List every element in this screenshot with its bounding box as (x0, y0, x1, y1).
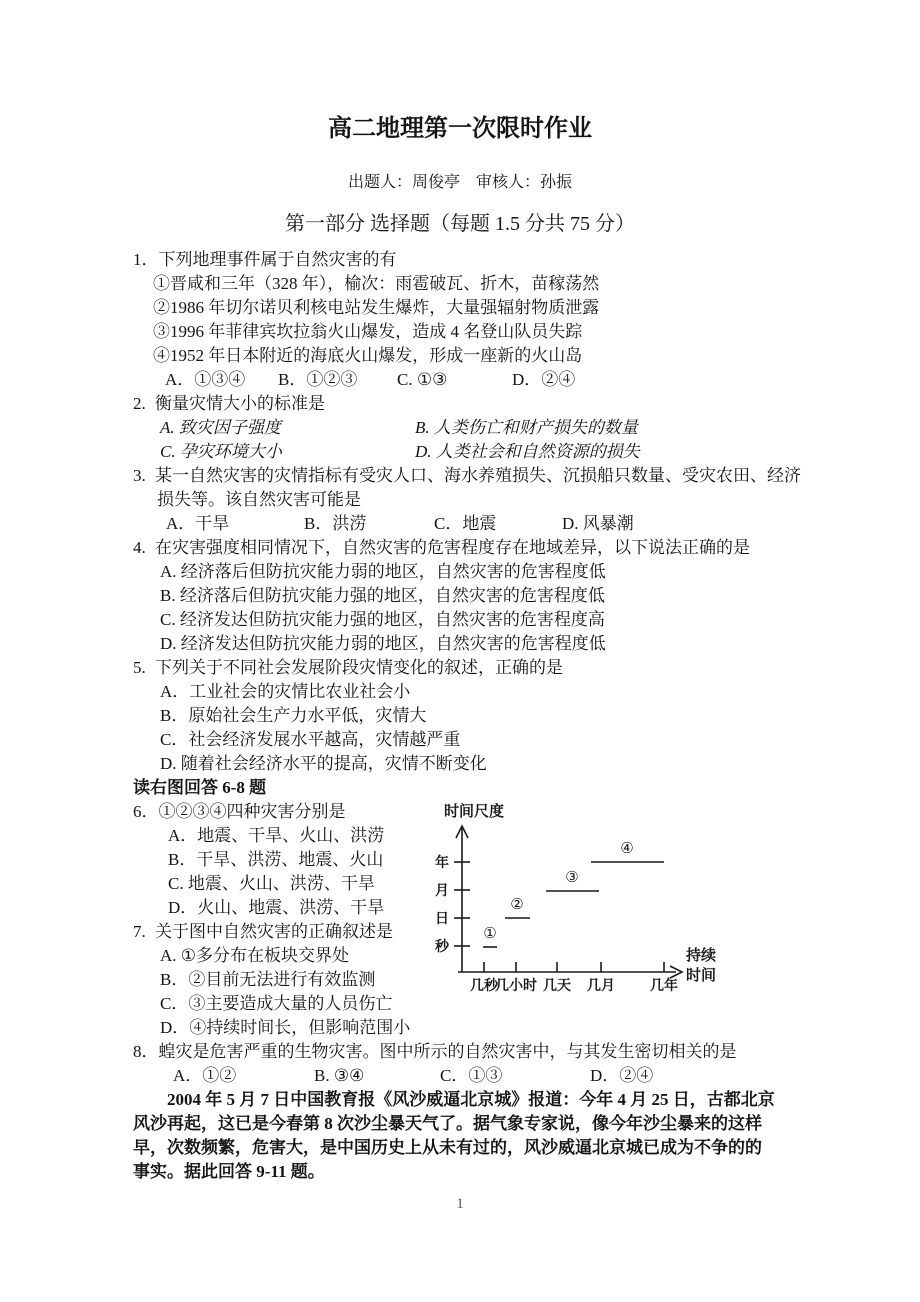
question-1-option-a: A．①③④ (165, 370, 246, 389)
y-tick-label-year: 年 (435, 854, 449, 870)
chart-x-axis-label-line-2: 时间 (686, 967, 717, 984)
question-6-option-c: C. 地震、火山、洪涝、干旱 (168, 874, 375, 893)
question-1-option-b: B．①②③ (278, 370, 358, 389)
question-4-stem: 4. 在灾害强度相同情况下，自然灾害的危害程度存在地域差异，以下说法正确的是 (0, 536, 920, 560)
intro-9-11-line-1: 2004 年 5 月 7 日中国教育报《风沙威逼北京城》报道：今年 4 月 25 日，古都北京 (167, 1090, 775, 1109)
question-4-option-c: C. 经济发达但防抗灾能力强的地区，自然灾害的危害程度高 (160, 610, 605, 629)
question-list (0, 248, 920, 1184)
lead-questions-6-8: 读右图回答 6-8 题 (133, 778, 267, 797)
question-2-options-row-2 (0, 440, 920, 464)
question-2-option-d: D. 人类社会和自然资源的损失 (415, 442, 640, 461)
duration-timescale-chart (432, 796, 762, 1001)
question-2-stem: 2. 衡量灾情大小的标准是 (0, 392, 920, 416)
question-5-option-c: C．社会经济发展水平越高，灾情越严重 (160, 730, 461, 749)
question-1-number: 1． (133, 250, 159, 269)
question-3-options (0, 512, 920, 536)
x-tick-label-days: 几天 (543, 977, 571, 993)
question-5-option-b: B．原始社会生产力水平低，灾情大 (160, 706, 427, 725)
question-7-number: 7. (133, 922, 146, 941)
section-heading: 第一部分 选择题（每题 1.5 分共 75 分） (285, 213, 635, 235)
page-title: 高二地理第一次限时作业 (328, 115, 592, 142)
y-tick-label-day: 日 (435, 910, 449, 926)
question-2-option-b: B. 人类伤亡和财产损失的数量 (415, 418, 638, 437)
y-tick-label-second: 秒 (435, 938, 449, 954)
segment-2-label: ② (510, 896, 524, 913)
intro-9-11-line-3: 早，次数频繁，危害大，是中国历史上从未有过的，风沙威逼北京城已成为不争的的 (133, 1138, 762, 1157)
question-4-option-b: B. 经济落后但防抗灾能力强的地区，自然灾害的危害程度低 (160, 586, 605, 605)
question-7-option-b: B．②目前无法进行有效监测 (160, 970, 376, 989)
question-3-option-b: B．洪涝 (304, 514, 367, 533)
question-2-options-row-1 (0, 416, 920, 440)
question-8-option-b: B. ③④ (314, 1066, 365, 1085)
question-1-item-2: ②1986 年切尔诺贝利核电站发生爆炸，大量强辐射物质泄露 (153, 298, 600, 317)
question-8-number: 8． (133, 1042, 159, 1061)
page-number: 1 (456, 1196, 464, 1212)
segment-4-label: ④ (620, 840, 634, 857)
question-1-item-4: ④1952 年日本附近的海底火山爆发，形成一座新的火山岛 (153, 346, 583, 365)
question-6-option-a: A．地震、干旱、火山、洪涝 (168, 826, 385, 845)
question-5-option-a: A．工业社会的灾情比农业社会小 (160, 682, 411, 701)
question-3-number: 3. (133, 466, 146, 485)
question-7-option-a: A. ①多分布在板块交界处 (160, 946, 350, 965)
intro-9-11-line-2: 风沙再起，这已是今春第 8 次沙尘暴天气了。据气象专家说，像今年沙尘暴来的这样 (133, 1114, 762, 1133)
question-4-option-d: D. 经济发达但防抗灾能力弱的地区，自然灾害的危害程度低 (160, 634, 606, 653)
question-5-stem: 5. 下列关于不同社会发展阶段灾情变化的叙述，正确的是 (0, 656, 920, 680)
question-3-stem-line-2: 损失等。该自然灾害可能是 (157, 490, 361, 509)
question-5-option-d: D. 随着社会经济水平的提高，灾情不断变化 (160, 754, 487, 773)
question-2-option-a: A. 致灾因子强度 (160, 418, 281, 437)
question-6-option-b: B．干旱、洪涝、地震、火山 (168, 850, 384, 869)
question-1-option-d: D．②④ (512, 370, 576, 389)
question-3-option-a: A．干旱 (166, 514, 230, 533)
question-1-stem: 1．下列地理事件属于自然灾害的有 (0, 248, 920, 272)
question-8-option-d: D．②④ (590, 1066, 654, 1085)
question-1-options (0, 368, 920, 392)
question-8-option-a: A．①② (173, 1066, 237, 1085)
question-8-option-c: C．①③ (440, 1066, 503, 1085)
question-2-option-c: C. 孕灾环境大小 (160, 442, 282, 461)
intro-9-11-line-4: 事实。据此回答 9-11 题。 (133, 1162, 325, 1181)
y-tick-label-month: 月 (435, 882, 449, 898)
segment-3-label: ③ (565, 869, 579, 886)
question-7-option-d: D．④持续时间长，但影响范围小 (160, 1018, 411, 1037)
x-tick-label-seconds: 几秒 (470, 977, 498, 993)
question-7-option-c: C．③主要造成大量的人员伤亡 (160, 994, 393, 1013)
question-5-number: 5. (133, 658, 146, 677)
x-tick-label-months: 几月 (587, 977, 615, 993)
question-6-stem: 6．①②③④四种灾害分别是 (0, 800, 920, 824)
segment-1-label: ① (483, 925, 497, 942)
question-4-option-a: A. 经济落后但防抗灾能力弱的地区，自然灾害的危害程度低 (160, 562, 606, 581)
question-4-number: 4. (133, 538, 146, 557)
question-2-number: 2. (133, 394, 146, 413)
chart-x-axis-label-line-1: 持续 (686, 947, 717, 964)
question-1-item-3: ③1996 年菲律宾坎拉翁火山爆发，造成 4 名登山队员失踪 (153, 322, 583, 341)
chart-y-axis-label: 时间尺度 (444, 803, 505, 820)
question-7-stem: 7. 关于图中自然灾害的正确叙述是 (0, 920, 920, 944)
question-6-option-d: D．火山、地震、洪涝、干旱 (168, 898, 385, 917)
x-tick-label-hours: 几小时 (495, 977, 537, 993)
question-3-option-d: D. 风暴潮 (562, 514, 634, 533)
question-6-number: 6． (133, 802, 159, 821)
x-tick-label-years: 几年 (650, 977, 678, 993)
question-1-item-1: ①晋咸和三年（328 年），榆次：雨雹破瓦、折木，苗稼荡然 (153, 274, 600, 293)
question-8-stem: 8．蝗灾是危害严重的生物灾害。图中所示的自然灾害中，与其发生密切相关的是 (0, 1040, 920, 1064)
question-8-options (0, 1064, 920, 1088)
question-3-stem: 3. 某一自然灾害的灾情指标有受灾人口、海水养殖损失、沉损船只数量、受灾农田、经济 (0, 464, 920, 488)
question-1-option-c: C. ①③ (397, 370, 448, 389)
question-3-option-c: C．地震 (434, 514, 497, 533)
byline: 出题人：周俊亭 审核人：孙振 (347, 174, 572, 191)
